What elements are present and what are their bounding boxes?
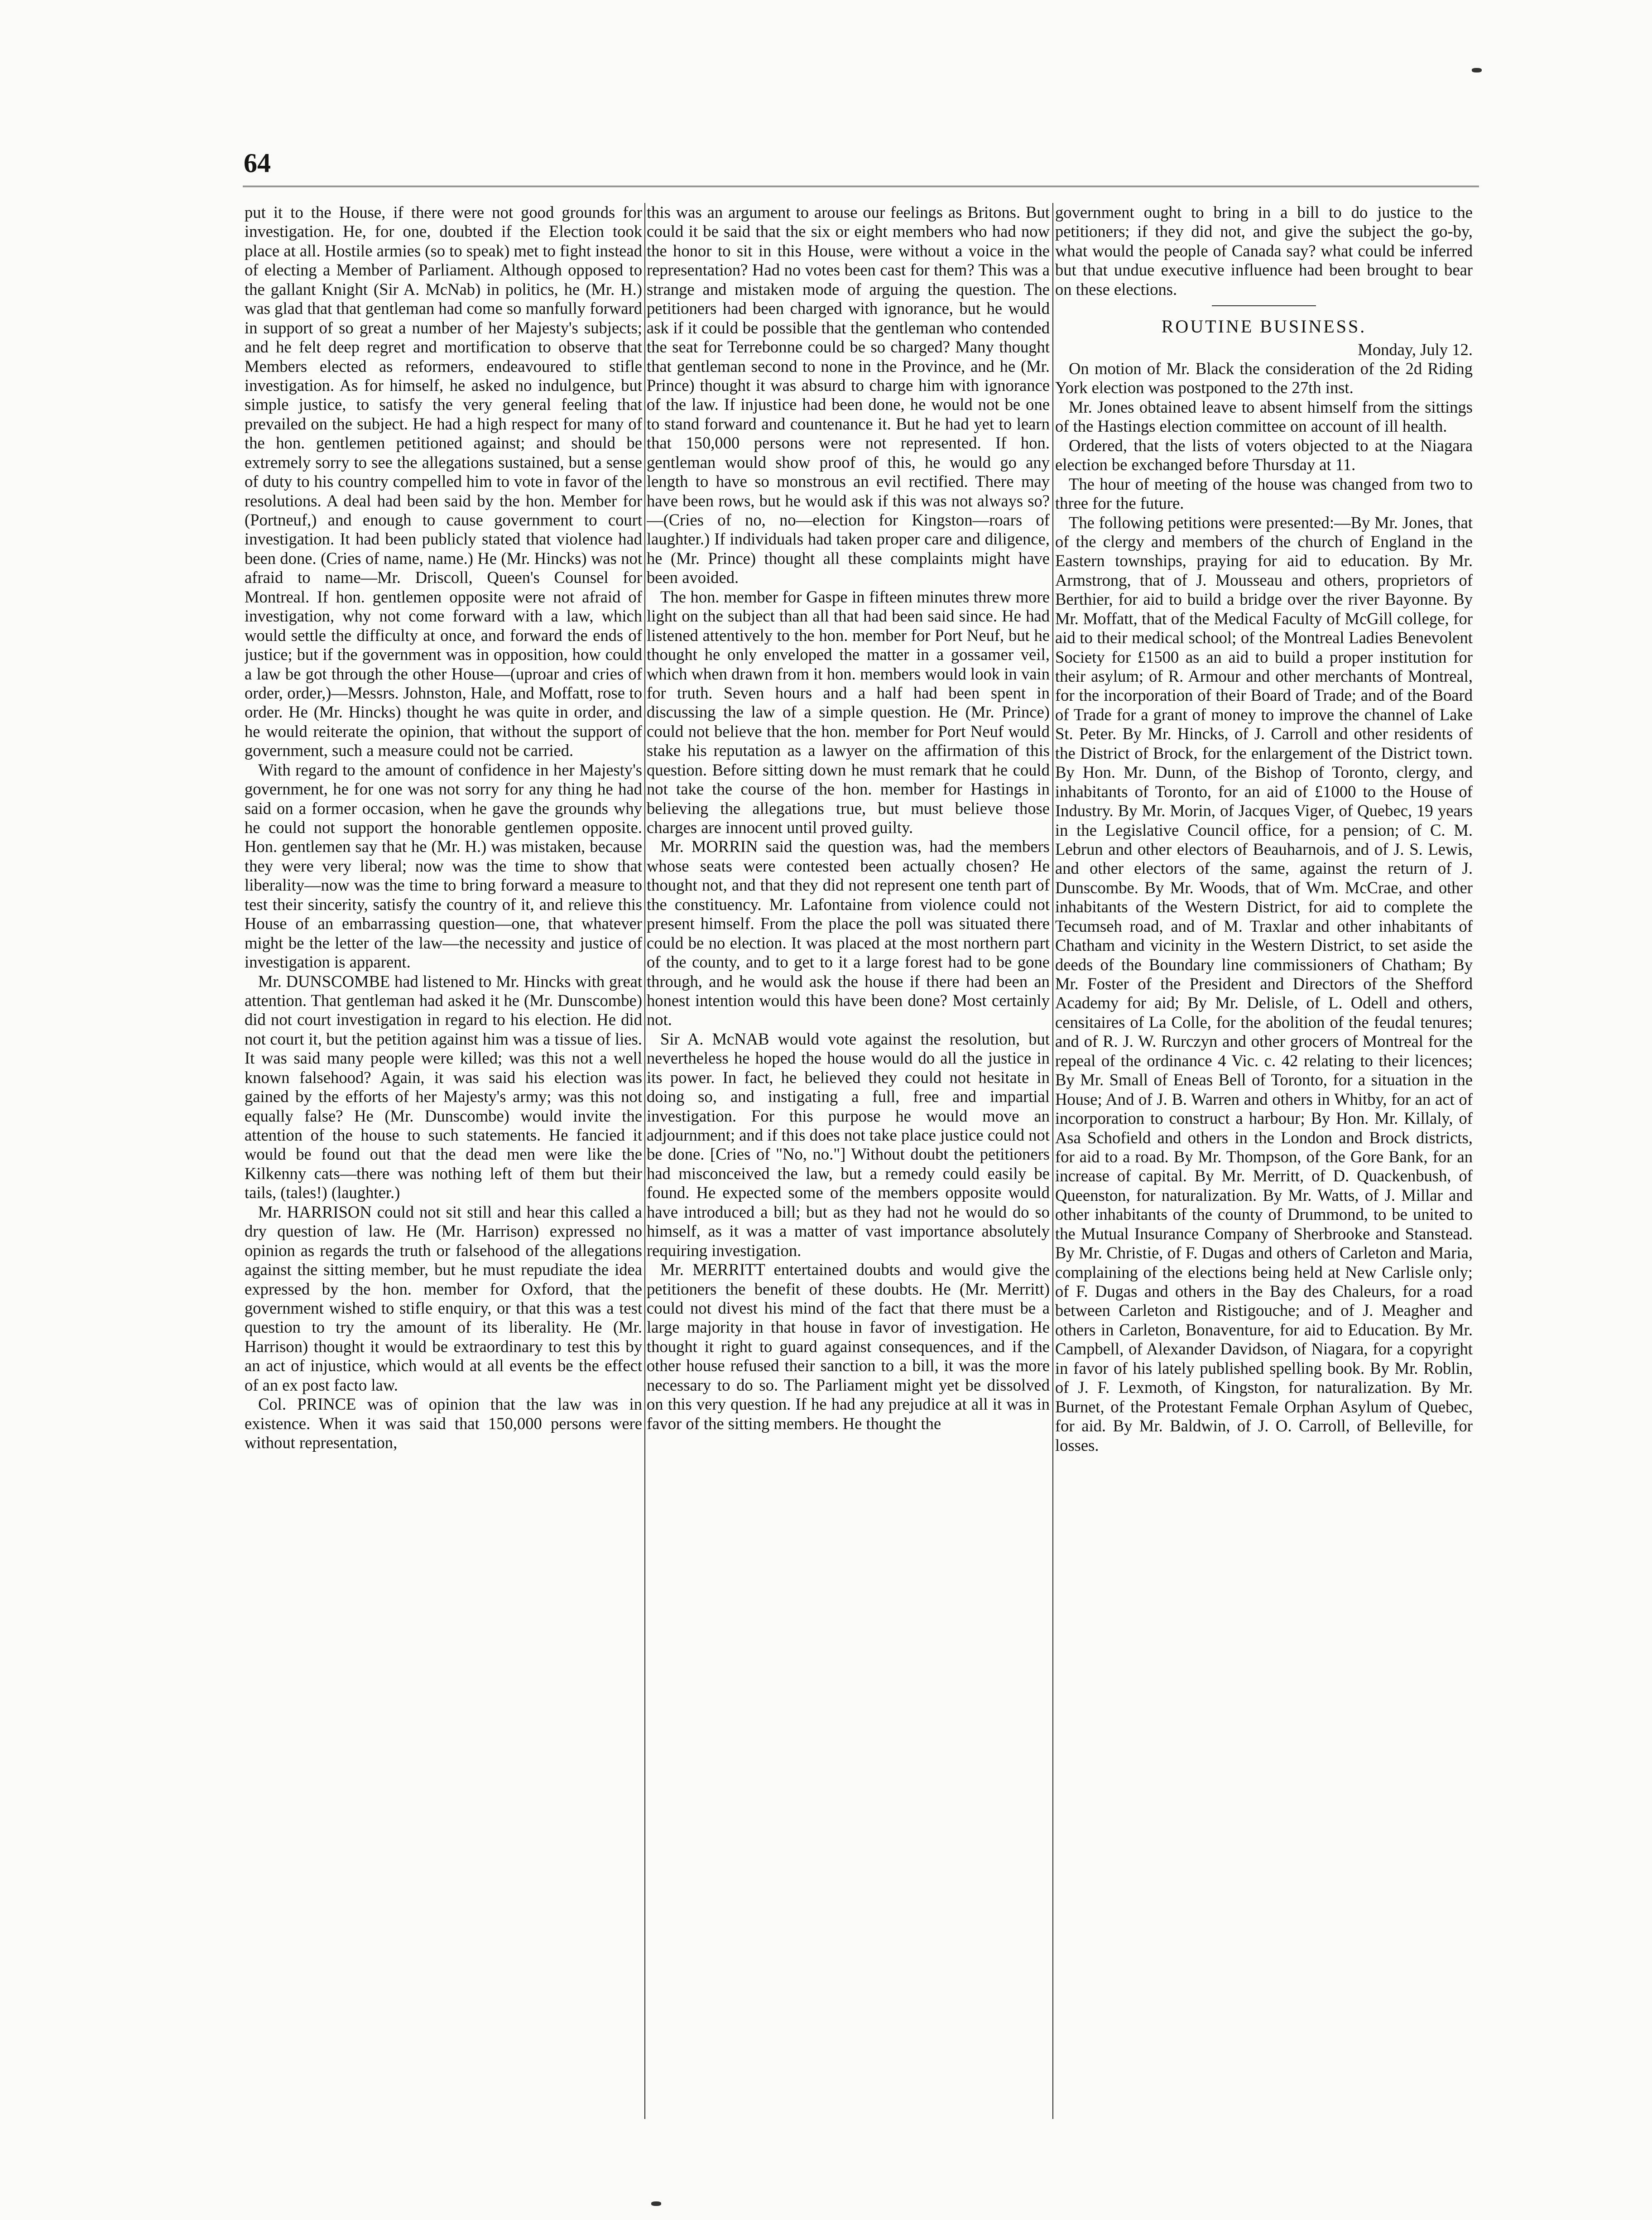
paragraph: With regard to the amount of confidence in her Majesty's government, he for one was not sorry for any thing he had said on a former occasion, when he gave the grounds why he could not support the honorable gentlemen opposite. Hon. gentlemen say that he (Mr. H.) was mistaken, because they were very liberal; now was the time to show that liberality—now was the time to bring forward a measure to test their sincerity, satisfy the country of it, and relieve this House of an embarrassing question—one, that whatever might be the letter of the law—the necessity and justice of investigation is apparent. [245, 760, 642, 972]
page-number: 64 [244, 148, 271, 178]
paragraph: government ought to bring in a bill to do justice to the petitioners; if they did not, and give the subject the go-by, what would the people of Canada say? what could be inferred but that undue executive influence had been brought to bear on these elections. [1055, 203, 1473, 299]
dateline: Monday, July 12. [1358, 340, 1473, 359]
paragraph: this was an argument to arouse our feelings as Britons. But could it be said that the six or eight members who had now the honor to sit in this House, were without a voice in the representation? Had no votes been cast for them? This was a strange and mistaken mode of arguing the question. The petitioners had been charged with ignorance, but he would ask if it could be possible that the gentleman who contended the seat for Terrebonne could be so charged? Many thought that gentleman second to none in the Province, and he (Mr. Prince) thought it was absurd to charge him with ignorance of the law. If injustice had been done, he would not be one to stand forward and countenance it. But he had yet to learn that 150,000 persons were not represented. If hon. gentleman would show proof of this, he would go any length to have so monstrous an evil rectified. There may have been rows, but he would ask if this was not always so?—(Cries of no, no—election for Kingston—roars of laughter.) If individuals had taken proper care and diligence, he (Mr. Prince) thought all these complaints might have been avoided. [647, 203, 1050, 587]
paragraph: Mr. Jones obtained leave to absent himself from the sittings of the Hastings election committee on account of ill health. [1055, 397, 1473, 436]
paragraph: Mr. HARRISON could not sit still and hear this called a dry question of law. He (Mr. Harrison) expressed no opinion as regards the truth or falsehood of the allegations against the sitting member, but he must repudiate the idea expressed by the hon. member for Oxford, that the government wished to stifle enquiry, or that this was a test question to try the amount of its liberality. He (Mr. Harrison) thought it would be extraordinary to test this by an act of injustice, which would at all events be the effect of an ex post facto law. [245, 1202, 642, 1394]
section-rule [1212, 305, 1316, 306]
paragraph: The following petitions were presented:—By Mr. Jones, that of the clergy and members of the church of England in the Eastern townships, praying for aid to education. By Mr. Armstrong, that of J. Mousseau and others, proprietors of Berthier, for aid to build a bridge over the river Bayonne. By Mr. Moffatt, that of the Medical Faculty of McGill college, for aid to their medical school; of the Montreal Ladies Benevolent Society for £1500 as an aid to build a proper institution for their asylum; of R. Armour and other merchants of Montreal, for the incorporation of their Board of Trade; and of the Board of Trade for a grant of money to improve the channel of Lake St. Peter. By Mr. Hincks, of J. Carroll and other residents of the District of Brock, for the enlargement of the District town. By Hon. Mr. Dunn, of the Bishop of Toronto, clergy, and inhabitants of Toronto, for an aid of £1000 to the House of Industry. By Mr. Morin, of Jacques Viger, of Quebec, 19 years in the Legislative Council office, for a pension; of C. M. Lebrun and other electors of Beauharnois, and of J. S. Lewis, and other electors of the same, against the return of J. Dunscombe. By Mr. Woods, that of Wm. McCrae, and other inhabitants of the Western District, for aid to complete the Tecumseh road, and of M. Traxlar and other inhabitants of Chatham and vicinity in the Western District, to set aside the deeds of the Boundary line commissioners of Chatham; By Mr. Foster of the President and Directors of the Shefford Academy for aid; By Mr. Delisle, of L. Odell and others, censitaires of La Colle, for the abolition of the feudal tenures; and of R. J. W. Rurczyn and other grocers of Montreal for the repeal of the ordinance 4 Vic. c. 42 relating to their licences; By Mr. Small of Eneas Bell of Toronto, for a situation in the House; And of J. B. Warren and others in Whitby, for an act of incorporation to construct a harbour; By Hon. Mr. Killaly, of Asa Schofield and others in the London and Brock districts, for aid to a road. By Mr. Thompson, of the Gore Bank, for an increase of capital. By Mr. Merritt, of D. Quackenbush, of Queenston, for naturalization. By Mr. Watts, of J. Millar and other inhabitants of the county of Drummond, to be united to the Mutual Insurance Company of Sherbrooke and Stanstead. By Mr. Christie, of F. Dugas and others of Carleton and Maria, complaining of the elections being held at New Carlisle only; of F. Dugas and others in the Bay des Chaleurs, for a road between Carleton and Ristigouche; and of J. Meagher and others in Carleton, Bonaventure, for aid to Education. By Mr. Campbell, of Alexander Davidson, of Niagara, for a copyright in favor of his lately published spelling book. By Mr. Roblin, of J. F. Lexmoth, of Kingston, for naturalization. By Mr. Burnet, of the Protestant Female Orphan Asylum of Quebec, for aid. By Mr. Baldwin, of J. O. Carroll, of Belleville, for losses. [1055, 513, 1473, 1454]
column-1 [245, 203, 642, 2119]
section-heading: ROUTINE BUSINESS. [1161, 316, 1367, 337]
column-3 [1055, 203, 1473, 2119]
paragraph: put it to the House, if there were not good grounds for investigation. He, for one, doubted if the Election took place at all. Hostile armies (so to speak) met to fight instead of electing a Member of Parliament. Although opposed to the gallant Knight (Sir A. McNab) in politics, he (Mr. H.) was glad that that gentleman had come so manfully forward in support of so great a number of her Majesty's subjects; and he felt deep regret and mortification to observe that Members elected as reformers, endeavoured to stifle investigation. As for himself, he asked no indulgence, but simple justice, to satisfy the very general feeling that prevailed on the subject. He had a high respect for many of the hon. gentlemen petitioned against; and should be extremely sorry to see the allegations sustained, but a sense of duty to his country compelled him to vote in favor of the resolutions. A deal had been said by the hon. Member for (Portneuf,) and enough to cause government to court investigation. It had been publicly stated that violence had been done. (Cries of name, name.) He (Mr. Hincks) was not afraid to name—Mr. Driscoll, Queen's Counsel for Montreal. If hon. gentlemen opposite were not afraid of investigation, why not come forward with a law, which would settle the difficulty at once, and forward the ends of justice; but if the government was in opposition, how could a law be got through the other House—(uproar and cries of order, order,)—Messrs. Johnston, Hale, and Moffatt, rose to order. He (Mr. Hincks) thought he was quite in order, and he would reiterate the opinion, that without the support of government, such a measure could not be carried. [245, 203, 642, 760]
paragraph: Mr. MORRIN said the question was, had the members whose seats were contested been actually chosen? He thought not, and that they did not represent one tenth part of the constituency. Mr. Lafontaine from violence could not present himself. From the place the poll was situated there could be no election. It was placed at the most northern part of the county, and to get to it a large forest had to be gone through, and he would ask the house if there had been an honest intention would this have been done? Most certainly not. [647, 837, 1050, 1029]
paragraph: Sir A. McNAB would vote against the resolution, but nevertheless he hoped the house would do all the justice in its power. In fact, he believed they could not hesitate in doing so, and instigating a full, free and impartial investigation. For this purpose he would move an adjournment; and if this does not take place justice could not be done. [Cries of "No, no."] Without doubt the petitioners had misconceived the law, but a remedy could easily be found. He expected some of the members opposite would have introduced a bill; but as they had not he would do so himself, as it was a matter of vast importance absolutely requiring investigation. [647, 1029, 1050, 1260]
paragraph: Mr. DUNSCOMBE had listened to Mr. Hincks with great attention. That gentleman had asked it he (Mr. Dunscombe) did not court investigation in regard to his election. He did not court it, but the petition against him was a tissue of lies. It was said many people were killed; was this not a well known falsehood? Again, it was said his election was gained by the efforts of her Majesty's army; was this not equally false? He (Mr. Dunscombe) would invite the attention of the house to such statements. He fancied it would be found out that the dead men were like the Kilkenny cats—there was nothing left of them but their tails, (tales!) (laughter.) [245, 972, 642, 1202]
column-divider [1052, 203, 1053, 2119]
column-2 [647, 203, 1050, 2119]
paragraph: Ordered, that the lists of voters objected to at the Niagara election be exchanged before Thursday at 11. [1055, 436, 1473, 474]
ink-speck [1472, 68, 1482, 72]
paragraph: The hon. member for Gaspe in fifteen minutes threw more light on the subject than all that had been said since. He had listened attentively to the hon. member for Port Neuf, but he thought he only enveloped the matter in a gossamer veil, which when drawn from it hon. members would look in vain for truth. Seven hours and a half had been spent in discussing the law of a simple question. He (Mr. Prince) could not believe that the hon. member for Port Neuf would stake his reputation as a lawyer on the affirmation of this question. Before sitting down he must remark that he could not take the course of the hon. member for Hastings in believing the allegations true, but must believe those charges are innocent until proved guilty. [647, 587, 1050, 837]
header-rule [243, 186, 1479, 187]
ink-speck [651, 2201, 661, 2206]
paragraph: Col. PRINCE was of opinion that the law was in existence. When it was said that 150,000 persons were without representation, [245, 1395, 642, 1452]
paragraph: The hour of meeting of the house was changed from two to three for the future. [1055, 474, 1473, 513]
column-divider [644, 203, 645, 2119]
paragraph: Mr. MERRITT entertained doubts and would give the petitioners the benefit of these doubts. He (Mr. Merritt) could not divest his mind of the fact that there must be a large majority in that house in favor of investigation. He thought it right to guard against consequences, and if the other house refused their sanction to a bill, it was the more necessary to do so. The Parliament might yet be dissolved on this very question. If he had any prejudice at all it was in favor of the sitting members. He thought the [647, 1260, 1050, 1433]
paragraph: On motion of Mr. Black the consideration of the 2d Riding York election was postponed to the 27th inst. [1055, 359, 1473, 397]
